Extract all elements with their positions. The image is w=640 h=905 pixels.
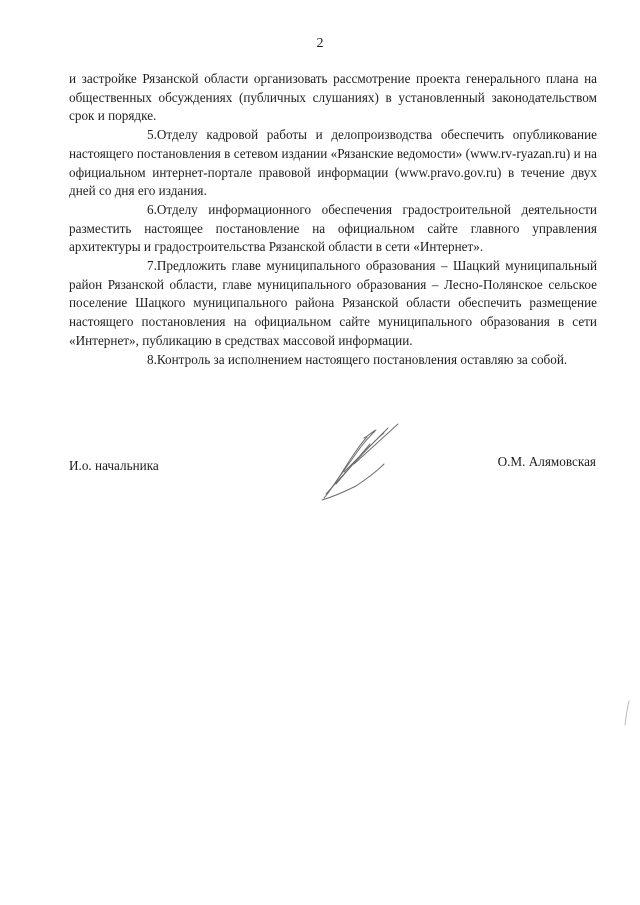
paragraph-5 bbox=[69, 126, 597, 201]
paragraph-text: Предложить главе муниципального образования – Шацкий муниципальный район Рязанской области, главе муниципального образования – Лесно-Полянское сельское поселение Шацкого муниципального района Рязанской области обеспечить размещение настоящего постановления на официальном сайте муниципального образования в сети «Интернет», публикацию в средствах массовой информации. bbox=[69, 258, 597, 348]
handwritten-signature bbox=[314, 418, 402, 502]
signatory-name: О.М. Алямовская bbox=[497, 454, 596, 469]
paragraph-continuation bbox=[69, 70, 597, 126]
paragraph-7 bbox=[69, 257, 597, 351]
paragraph-8 bbox=[69, 351, 597, 370]
paragraph-number: 5. bbox=[147, 127, 157, 143]
paragraph-text: Контроль за исполнением настоящего постановления оставляю за собой. bbox=[156, 351, 568, 367]
document-body bbox=[69, 70, 597, 369]
paragraph-number: 7. bbox=[147, 258, 157, 274]
paragraph-number: 8. bbox=[147, 351, 157, 367]
paragraph-6 bbox=[69, 201, 597, 257]
paragraph-text: и застройке Рязанской области организовать рассмотрение проекта генерального плана на общественных обсуждениях (публичных слушаниях) в установленный законодательством срок и порядке. bbox=[69, 71, 597, 124]
paragraph-text: Отделу информационного обеспечения градостроительной деятельности разместить настоящее постановление на официальном сайте главного управления архитектуры и градостроительства Рязанской области в сети «Интернет». bbox=[69, 201, 597, 255]
page-number: 2 bbox=[316, 36, 324, 51]
paragraph-number: 6. bbox=[147, 201, 157, 217]
paragraph-text: Отделу кадровой работы и делопроизводства обеспечить опубликование настоящего постановления в сетевом издании «Рязанские ведомости» (www.rv-ryazan.ru) и на официальном интернет-портале правовой информации (www.pravo.gov.ru) в течение двух дней со дня его издания. bbox=[69, 127, 597, 199]
margin-mark bbox=[622, 700, 632, 726]
signatory-title: И.о. начальника bbox=[69, 458, 159, 473]
